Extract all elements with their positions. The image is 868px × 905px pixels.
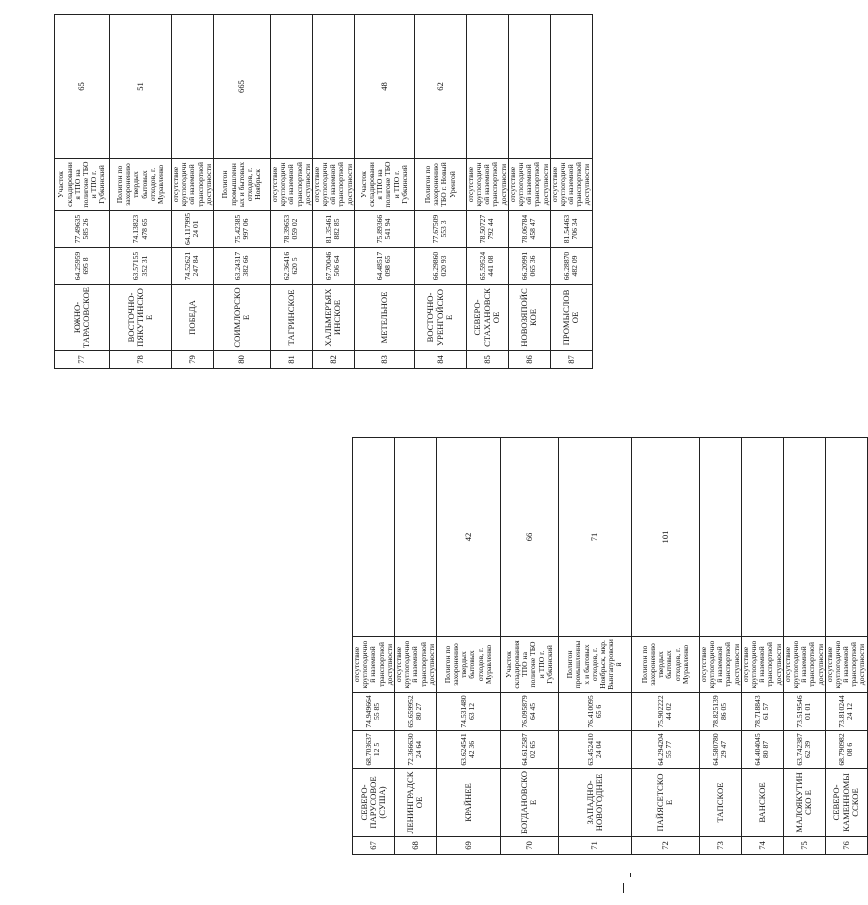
latitude: 64.29420455 77 (631, 731, 699, 769)
table-row (312, 15, 354, 369)
field-name: ВАНСКОЕ (741, 769, 783, 837)
row-number: 69 (436, 837, 500, 855)
longitude: 65.65995280 27 (394, 693, 436, 731)
field-name: МАЛОЯКУТИНСКО Е (783, 769, 825, 837)
field-name: ТАГРИНСКОЕ (270, 285, 312, 351)
disposal-site: отсутствие круглогодичной наземной транспортной доступности (466, 159, 508, 211)
table-row (270, 15, 312, 369)
row-number: 78 (110, 351, 172, 369)
latitude: 63.24317382 66 (213, 248, 270, 285)
distance-value (783, 438, 825, 637)
field-name: ВОСТОЧНО-УРЕНГОЙСКОЕ (414, 285, 466, 351)
field-name: ПОБЕДА (172, 285, 214, 351)
distance-value: 42 (436, 438, 500, 637)
field-name: БОГДАНОВСКОЕ (500, 769, 558, 837)
field-name: ВОСТОЧНО-ПЯКУТИНСКОЕ (110, 285, 172, 351)
latitude: 67.70046506 64 (312, 248, 354, 285)
row-number: 84 (414, 351, 466, 369)
row-number: 77 (55, 351, 110, 369)
longitude: 74.94966455 85 (353, 693, 395, 731)
longitude: 77.49635585 26 (55, 211, 110, 248)
latitude: 63.45241024 04 (558, 731, 631, 769)
distance-value: 665 (213, 15, 270, 159)
latitude: 72.36663024 64 (394, 731, 436, 769)
disposal-site: отсутствие круглогодичной наземной транспортной доступности (825, 637, 867, 693)
deposit-table-right (54, 14, 593, 369)
distance-value (394, 438, 436, 637)
row-number: 81 (270, 351, 312, 369)
row-number: 67 (353, 837, 395, 855)
distance-value: 66 (500, 438, 558, 637)
longitude: 75.89366541 94 (354, 211, 414, 248)
table-row (558, 438, 631, 855)
longitude: 76.09587964 45 (500, 693, 558, 731)
longitude: 81.35461882 85 (312, 211, 354, 248)
latitude: 66.28870482 09 (550, 248, 592, 285)
table-row (508, 15, 550, 369)
field-name: КРАЙНЕЕ (436, 769, 500, 837)
table-row (631, 438, 699, 855)
longitude: 74.13823478 65 (110, 211, 172, 248)
distance-value (508, 15, 550, 159)
field-name: СОИМЛОРСКОЕ (213, 285, 270, 351)
field-name: ТАПСКОЕ (699, 769, 741, 837)
table-row (436, 438, 500, 855)
longitude: 81.54463706 34 (550, 211, 592, 248)
field-name: СЕВЕРО-ПАРУСОВОЕ (СУША) (353, 769, 395, 837)
disposal-site: Полигон по захоронению твердых бытовых отходов, г. Муравленко (436, 637, 500, 693)
distance-value (270, 15, 312, 159)
row-number: 76 (825, 837, 867, 855)
latitude: 68.79098208 6 (825, 731, 867, 769)
distance-value (466, 15, 508, 159)
latitude: 65.59524441 08 (466, 248, 508, 285)
latitude: 64.48517098 65 (354, 248, 414, 285)
longitude: 73.51954601 01 (783, 693, 825, 731)
row-number: 72 (631, 837, 699, 855)
table-row (825, 438, 867, 855)
latitude: 62.36416620 5 (270, 248, 312, 285)
distance-value (312, 15, 354, 159)
table-row (500, 438, 558, 855)
longitude: 73.81024424 12 (825, 693, 867, 731)
longitude: 77.67509553 3 (414, 211, 466, 248)
latitude: 64.58078029 47 (699, 731, 741, 769)
distance-value (699, 438, 741, 637)
disposal-site: Полигон промышленных и бытовых отходов, г. Ноябрьск (213, 159, 270, 211)
row-number: 75 (783, 837, 825, 855)
disposal-site: отсутствие круглогодичной наземной транспортной доступности (270, 159, 312, 211)
row-number: 82 (312, 351, 354, 369)
latitude: 68.70363712 5 (353, 731, 395, 769)
table-row (172, 15, 214, 369)
disposal-site: отсутствие круглогодичной наземной транспортной доступности (312, 159, 354, 211)
latitude: 74.52621247 84 (172, 248, 214, 285)
disposal-site: Участок складирования ТПО на полигоне ТБО и ТПО г. Губкинский (354, 159, 414, 211)
distance-value (825, 438, 867, 637)
field-name: СЕВЕРО-КАМЕННОМЫССКОЕ (825, 769, 867, 837)
field-name: СЕВЕРО-СТАХАНОВСКОЕ (466, 285, 508, 351)
distance-value (172, 15, 214, 159)
scan-mark (623, 883, 624, 893)
distance-value: 48 (354, 15, 414, 159)
disposal-site: отсутствие круглогодичной наземной транспортной доступности (699, 637, 741, 693)
longitude: 64.11799524 01 (172, 211, 214, 248)
longitude: 78.50727792 44 (466, 211, 508, 248)
row-number: 79 (172, 351, 214, 369)
row-number: 71 (558, 837, 631, 855)
row-number: 68 (394, 837, 436, 855)
disposal-site: Полигон по захоронению ТБО г. Новый Уренгой (414, 159, 466, 211)
distance-value (741, 438, 783, 637)
disposal-site: отсутствие круглогодичной наземной транспортной доступности (508, 159, 550, 211)
disposal-site: отсутствие круглогодичной наземной транспортной доступности (394, 637, 436, 693)
table-row (466, 15, 508, 369)
disposal-site: отсутствие круглогодичной наземной транспортной доступности (741, 637, 783, 693)
row-number: 83 (354, 351, 414, 369)
table-row (354, 15, 414, 369)
disposal-site: Участок складирования ТПО на полигоне ТБО и ТПО г. Губкинский (500, 637, 558, 693)
distance-value: 101 (631, 438, 699, 637)
table-row (55, 15, 110, 369)
longitude: 76.41009565 6 (558, 693, 631, 731)
distance-value (353, 438, 395, 637)
table-row (394, 438, 436, 855)
longitude: 75.42385997 06 (213, 211, 270, 248)
row-number: 70 (500, 837, 558, 855)
longitude: 74.53148063 12 (436, 693, 500, 731)
disposal-site: отсутствие круглогодичной наземной транспортной доступности (353, 637, 395, 693)
row-number: 80 (213, 351, 270, 369)
longitude: 78.82513986 05 (699, 693, 741, 731)
latitude: 64.61258702 65 (500, 731, 558, 769)
table-row (414, 15, 466, 369)
row-number: 86 (508, 351, 550, 369)
field-name: НОВОЗЯПОЙСКОЕ (508, 285, 550, 351)
row-number: 74 (741, 837, 783, 855)
scan-mark (630, 873, 631, 877)
distance-value: 62 (414, 15, 466, 159)
field-name: ПАЙЯСЕТСКОЕ (631, 769, 699, 837)
field-name: ПРОМЫСЛОВОЕ (550, 285, 592, 351)
latitude: 63.57155352 31 (110, 248, 172, 285)
latitude: 66.29860020 93 (414, 248, 466, 285)
deposit-table-left (352, 437, 868, 855)
table-row (353, 438, 395, 855)
table-row (783, 438, 825, 855)
field-name: ЮЖНО-ТАРАСОВСКОЕ (55, 285, 110, 351)
distance-value (550, 15, 592, 159)
disposal-site: Участок складирования ТПО на полигоне ТБО и ТПО г. Губкинский (55, 159, 110, 211)
disposal-site: отсутствие круглогодичной наземной транспортной доступности (550, 159, 592, 211)
longitude: 78.39653059 02 (270, 211, 312, 248)
latitude: 66.20991065 36 (508, 248, 550, 285)
disposal-site: отсутствие круглогодичной наземной транспортной доступности (783, 637, 825, 693)
disposal-site: Полигон по захоронению твердых бытовых отходов, г. Муравленко (110, 159, 172, 211)
table-row (741, 438, 783, 855)
field-name: ЛЕНИНГРАДСКОЕ (394, 769, 436, 837)
table-row (550, 15, 592, 369)
table-row (110, 15, 172, 369)
table-row (213, 15, 270, 369)
distance-value: 65 (55, 15, 110, 159)
table-row (699, 438, 741, 855)
field-name: ЗАПАДНО-НОВОГОДНЕЕ (558, 769, 631, 837)
latitude: 63.62454142 36 (436, 731, 500, 769)
disposal-site: отсутствие круглогодичной наземной транспортной доступности (172, 159, 214, 211)
field-name: ХАЛЬМЕРЪЯХИНСКОЕ (312, 285, 354, 351)
row-number: 87 (550, 351, 592, 369)
disposal-site: Полигон по захоронению твердых бытовых отходов, г. Муравленко (631, 637, 699, 693)
longitude: 78.71884361 57 (741, 693, 783, 731)
distance-value: 71 (558, 438, 631, 637)
latitude: 63.74238762 39 (783, 731, 825, 769)
latitude: 64.25959695 8 (55, 248, 110, 285)
field-name: МЕТЕЛЬНОЕ (354, 285, 414, 351)
distance-value: 51 (110, 15, 172, 159)
latitude: 64.40404580 87 (741, 731, 783, 769)
row-number: 85 (466, 351, 508, 369)
longitude: 75.90222244 02 (631, 693, 699, 731)
row-number: 73 (699, 837, 741, 855)
disposal-site: Полигон промышленных и бытовых отходов, г. Ноябрьск, мкр. Вынгапуровски й (558, 637, 631, 693)
longitude: 78.06784458 47 (508, 211, 550, 248)
